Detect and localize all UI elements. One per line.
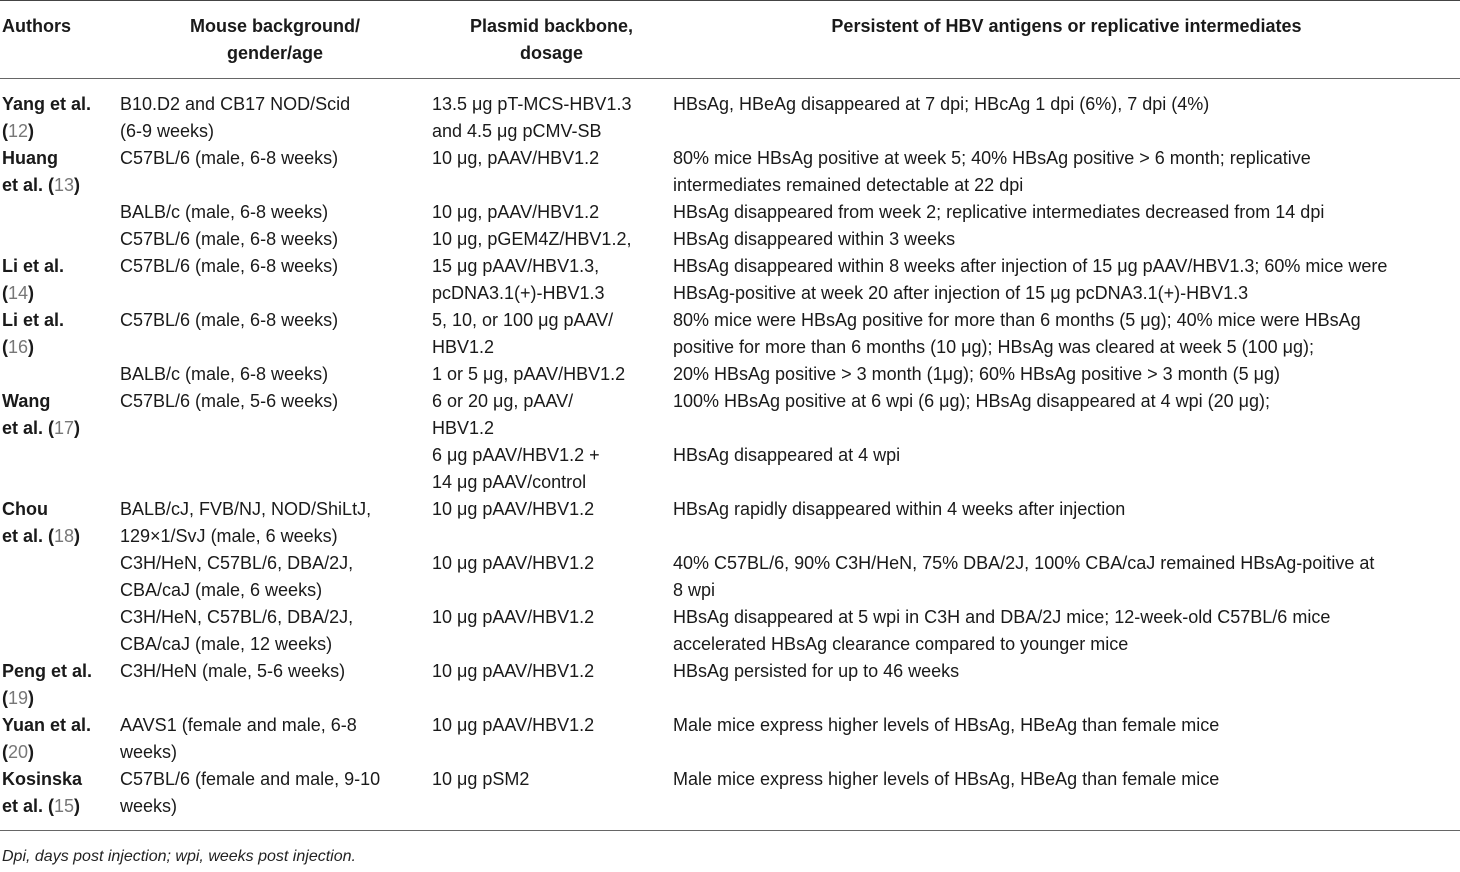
mouse-background-cell: C57BL/6 (male, 6-8 weeks): [120, 310, 339, 330]
plasmid-cell: 6 μg pAAV/HBV1.2 + 14 μg pAAV/control: [432, 445, 600, 492]
reference-number: 17: [54, 418, 75, 438]
author-cell: [0, 550, 120, 604]
table-row: [0, 658, 1460, 712]
persistence-cell: HBsAg persisted for up to 46 weeks: [673, 661, 960, 681]
persistence-cell: 40% C57BL/6, 90% C3H/HeN, 75% DBA/2J, 100% CBA/caJ remained HBsAg-poitive at 8 wpi: [673, 553, 1375, 600]
table-row: [0, 604, 1460, 658]
plasmid-cell: 10 μg pAAV/HBV1.2: [432, 715, 595, 735]
table-header: [0, 1, 1460, 79]
persistence-cell: HBsAg disappeared within 8 weeks after injection of 15 μg pAAV/HBV1.3; 60% mice were HBsAg-positive at week 20 after injection of 15 μg pcDNA3.1(+)-HBV1.3: [673, 256, 1388, 303]
persistence-cell: HBsAg, HBeAg disappeared at 7 dpi; HBcAg 1 dpi (6%), 7 dpi (4%): [673, 94, 1210, 114]
plasmid-cell: 5, 10, or 100 μg pAAV/ HBV1.2: [432, 310, 614, 357]
persistence-cell: HBsAg disappeared within 3 weeks: [673, 229, 956, 249]
author-name: Li et al. (: [2, 256, 65, 303]
author-cell: [0, 307, 120, 361]
table-row: [0, 145, 1460, 199]
table-row: [0, 307, 1460, 361]
reference-number: 14: [8, 283, 29, 303]
persistence-cell: HBsAg rapidly disappeared within 4 weeks after injection: [673, 499, 1126, 519]
author-cell: [0, 199, 120, 226]
persistence-cell: HBsAg disappeared from week 2; replicative intermediates decreased from 14 dpi: [673, 202, 1325, 222]
table-row: [0, 388, 1460, 442]
header-authors: Authors: [0, 1, 120, 79]
author-cell: [0, 361, 120, 388]
reference-number: 13: [54, 175, 75, 195]
author-name: Kosinska et al. (: [2, 769, 83, 816]
reference-number: 15: [54, 796, 75, 816]
plasmid-cell: 10 μg, pAAV/HBV1.2: [432, 202, 600, 222]
reference-number: 18: [54, 526, 75, 546]
table-footnote: Dpi, days post injection; wpi, weeks post injection.: [2, 848, 356, 865]
plasmid-cell: 15 μg pAAV/HBV1.3, pcDNA3.1(+)-HBV1.3: [432, 256, 605, 303]
author-name: Wang et al. (: [2, 391, 55, 438]
author-cell: [0, 712, 120, 766]
plasmid-cell: 10 μg pAAV/HBV1.2: [432, 661, 595, 681]
author-cell: [0, 79, 120, 146]
header-persistence: Persistent of HBV antigens or replicative intermediates: [673, 1, 1460, 79]
author-suffix: ): [28, 121, 35, 141]
author-name: Yang et al. (: [2, 94, 92, 141]
author-cell: [0, 253, 120, 307]
table-row: [0, 766, 1460, 831]
mouse-background-cell: C57BL/6 (male, 6-8 weeks): [120, 256, 339, 276]
author-name: Peng et al. (: [2, 661, 93, 708]
author-suffix: ): [74, 418, 81, 438]
plasmid-cell: 13.5 μg pT-MCS-HBV1.3 and 4.5 μg pCMV-SB: [432, 94, 632, 141]
plasmid-cell: 10 μg pSM2: [430, 766, 673, 831]
table-row: [0, 550, 1460, 604]
table-row: [0, 496, 1460, 550]
mouse-background-cell: [120, 442, 430, 496]
persistence-cell: HBsAg disappeared at 4 wpi: [673, 445, 901, 465]
plasmid-cell: 10 μg pAAV/HBV1.2: [432, 553, 595, 573]
plasmid-cell: 10 μg pAAV/HBV1.2: [432, 607, 595, 627]
author-suffix: ): [28, 688, 35, 708]
persistence-cell: 20% HBsAg positive > 3 month (1μg); 60% HBsAg positive > 3 month (5 μg): [673, 364, 1281, 384]
plasmid-cell: 6 or 20 μg, pAAV/ HBV1.2: [432, 391, 574, 438]
table-row: [0, 442, 1460, 496]
table-row: [0, 226, 1460, 253]
plasmid-cell: 10 μg, pAAV/HBV1.2: [432, 148, 600, 168]
mouse-background-cell: AAVS1 (female and male, 6-8 weeks): [120, 715, 357, 762]
mouse-background-cell: C57BL/6 (male, 5-6 weeks): [120, 391, 339, 411]
author-name: Yuan et al. (: [2, 715, 92, 762]
author-cell: [0, 226, 120, 253]
persistence-cell: HBsAg disappeared at 5 wpi in C3H and DBA/2J mice; 12-week-old C57BL/6 mice accelerated HBsAg clearance compared to younger mice: [673, 607, 1331, 654]
author-suffix: ): [74, 526, 81, 546]
mouse-background-cell: BALB/c (male, 6-8 weeks): [120, 364, 329, 384]
author-cell: [0, 658, 120, 712]
mouse-background-cell: C57BL/6 (male, 6-8 weeks): [120, 229, 339, 249]
reference-number: 20: [8, 742, 29, 762]
reference-number: 19: [8, 688, 29, 708]
author-suffix: ): [74, 796, 81, 816]
reference-number: 12: [8, 121, 29, 141]
mouse-background-cell: BALB/c (male, 6-8 weeks): [120, 202, 329, 222]
persistence-cell: 80% mice were HBsAg positive for more than 6 months (5 μg); 40% mice were HBsAg positive for more than 6 months (10 μg); HBsAg was cleared at week 5 (100 μg);: [673, 310, 1361, 357]
author-cell: [0, 604, 120, 658]
author-suffix: ): [28, 742, 35, 762]
reference-number: 16: [8, 337, 29, 357]
header-mouse-background: Mouse background/ gender/age: [120, 1, 430, 79]
mouse-background-cell: C57BL/6 (male, 6-8 weeks): [120, 148, 339, 168]
plasmid-cell: 10 μg pAAV/HBV1.2: [432, 499, 595, 519]
persistence-cell: Male mice express higher levels of HBsAg, HBeAg than female mice: [673, 766, 1460, 831]
persistence-cell: 80% mice HBsAg positive at week 5; 40% HBsAg positive > 6 month; replicative intermediates remained detectable at 22 dpi: [673, 148, 1311, 195]
author-cell: [0, 766, 120, 831]
author-name: Chou et al. (: [2, 499, 55, 546]
table-row: [0, 253, 1460, 307]
table-row: [0, 79, 1460, 146]
table-row: [0, 199, 1460, 226]
persistence-cell: 100% HBsAg positive at 6 wpi (6 μg); HBsAg disappeared at 4 wpi (20 μg);: [673, 391, 1271, 411]
table-row: [0, 361, 1460, 388]
table-body: [0, 79, 1460, 831]
author-suffix: ): [74, 175, 81, 195]
plasmid-cell: 10 μg, pGEM4Z/HBV1.2,: [432, 229, 632, 249]
author-name: Huang et al. (: [2, 148, 58, 195]
mouse-background-cell: C3H/HeN, C57BL/6, DBA/2J, CBA/caJ (male, 12 weeks): [120, 607, 354, 654]
mouse-background-cell: B10.D2 and CB17 NOD/Scid (6-9 weeks): [120, 94, 351, 141]
author-suffix: ): [28, 337, 35, 357]
author-cell: [0, 442, 120, 496]
plasmid-cell: 1 or 5 μg, pAAV/HBV1.2: [432, 364, 626, 384]
author-suffix: ): [28, 283, 35, 303]
persistence-cell: Male mice express higher levels of HBsAg, HBeAg than female mice: [673, 715, 1220, 735]
author-cell: [0, 388, 120, 442]
mouse-background-cell: BALB/cJ, FVB/NJ, NOD/ShiLtJ, 129×1/SvJ (male, 6 weeks): [120, 499, 372, 546]
mouse-background-cell: C57BL/6 (female and male, 9-10 weeks): [120, 766, 430, 831]
author-name: Li et al. (: [2, 310, 65, 357]
header-plasmid-backbone: Plasmid backbone, dosage: [430, 1, 673, 79]
author-cell: [0, 145, 120, 199]
mouse-background-cell: C3H/HeN, C57BL/6, DBA/2J, CBA/caJ (male, 6 weeks): [120, 553, 354, 600]
author-cell: [0, 496, 120, 550]
mouse-background-cell: C3H/HeN (male, 5-6 weeks): [120, 661, 346, 681]
table-row: [0, 712, 1460, 766]
